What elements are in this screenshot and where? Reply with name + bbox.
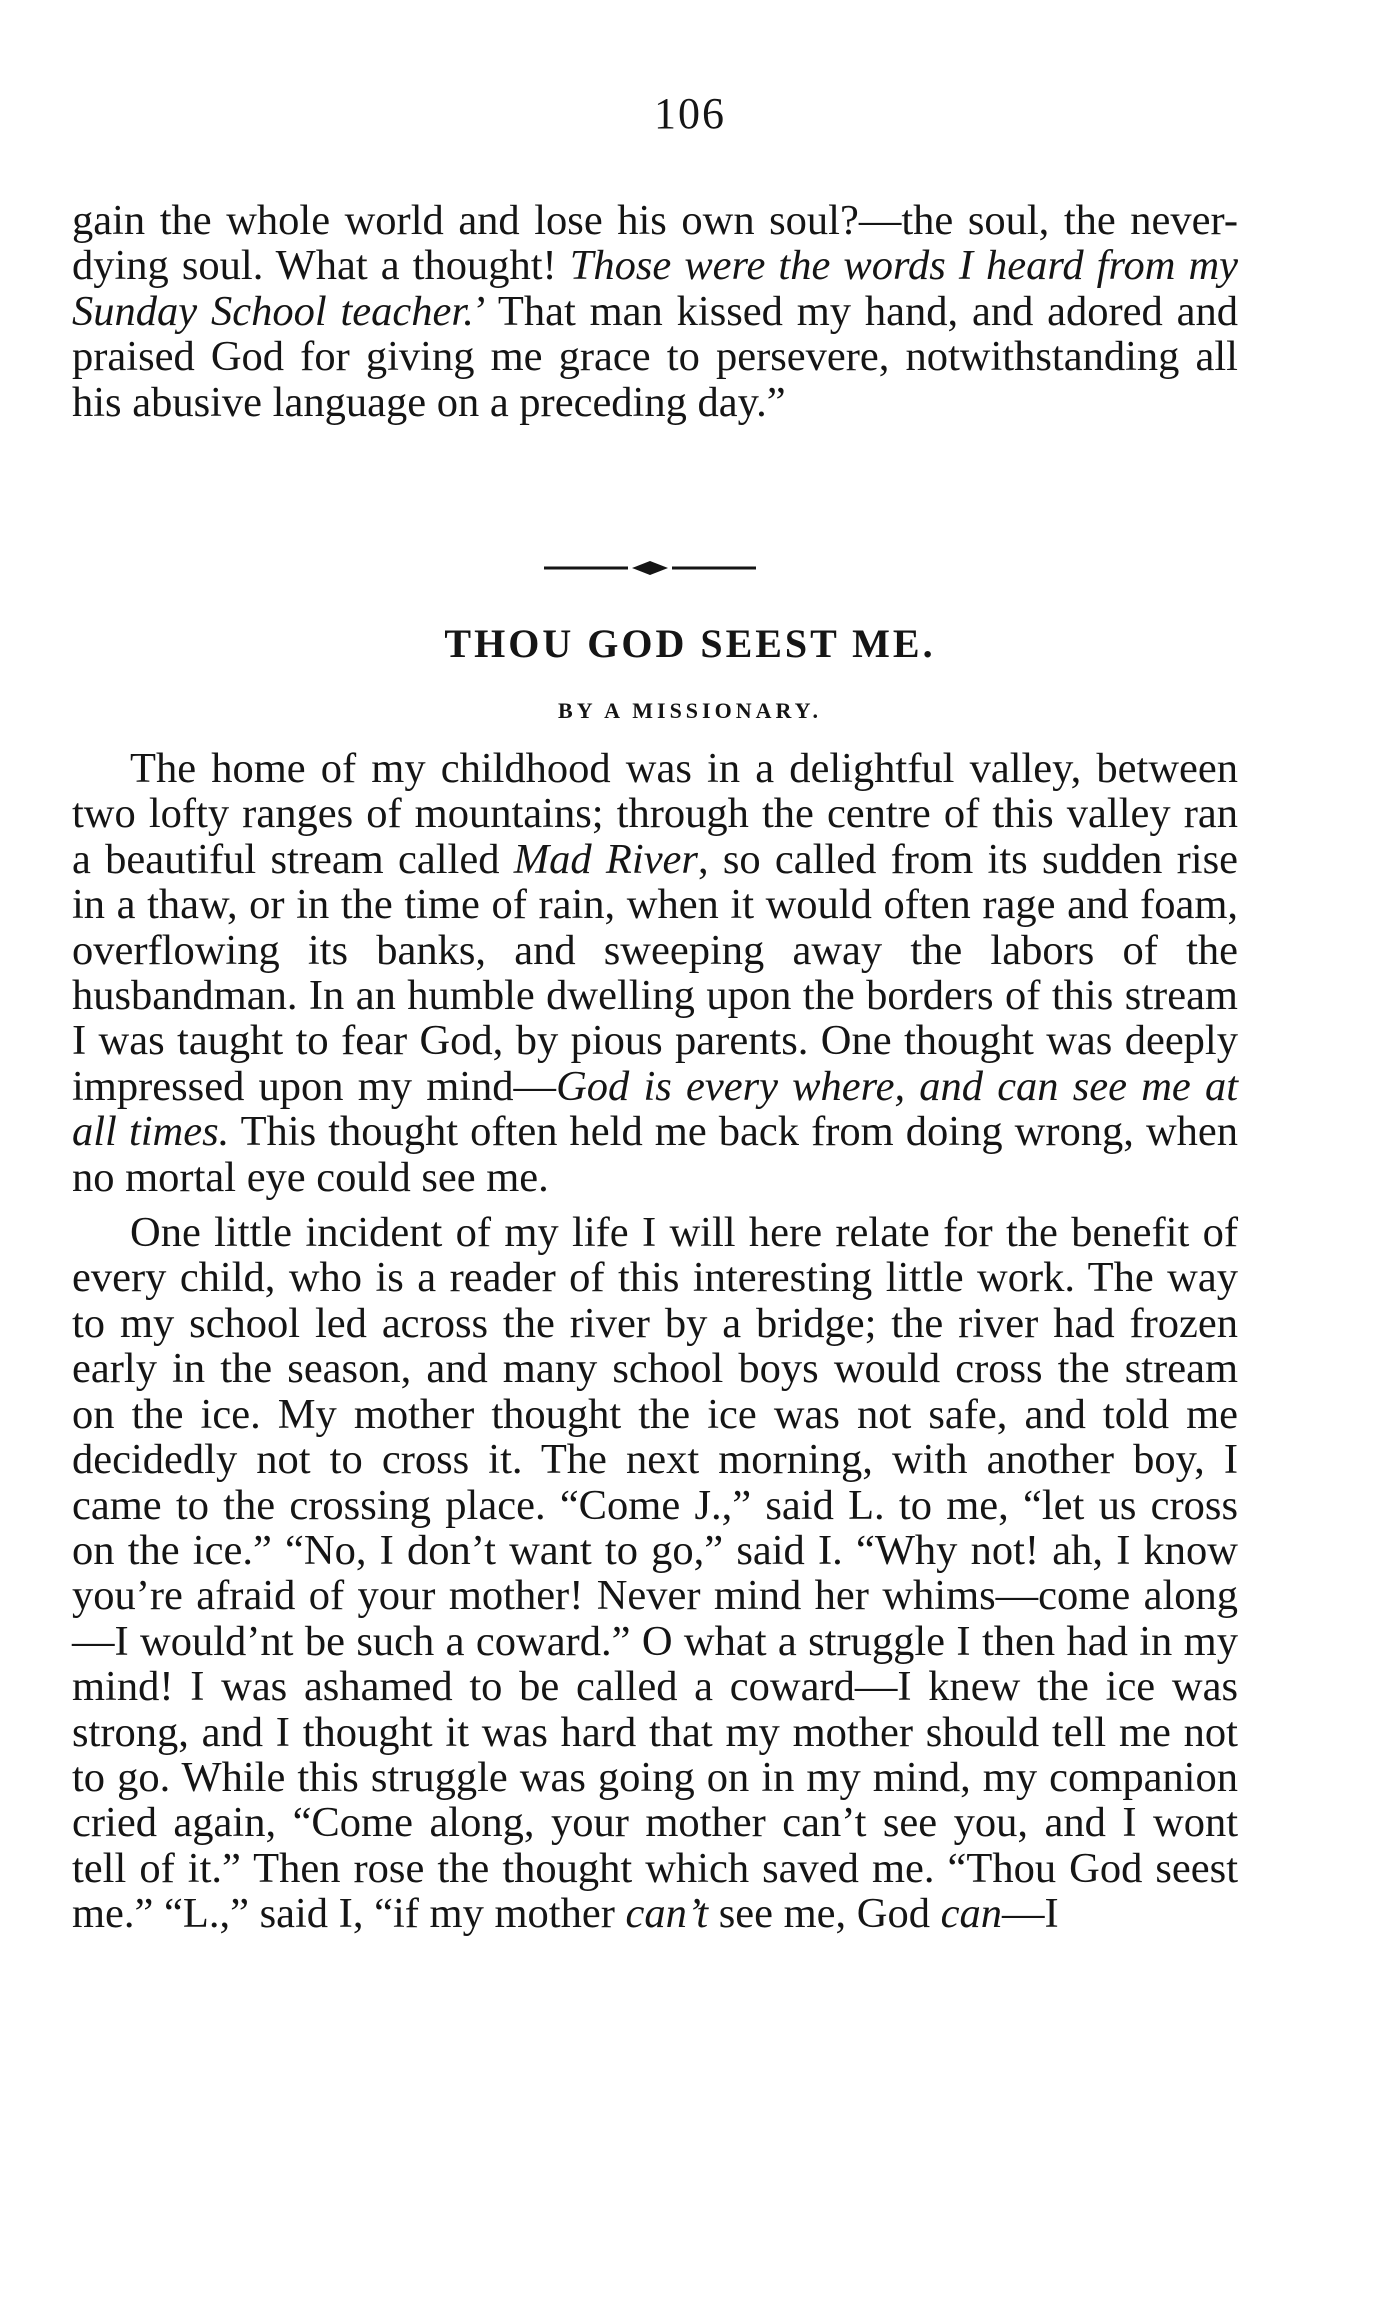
paragraph-1-text-c: This thought often held me back from doing wrong, when no mortal eye could see me. [72, 1108, 1239, 1201]
paragraph-2-text-a: One little incident of my life I will here relate for the benefit of every child, who is a reader of this interesting little work. The way to my school led across the river by a bridge; the river had frozen early in the season, and many school boys would cross the stream on the ice. My mother thought the ice was not safe, and told me decidedly not to cross it. The next morning, with another boy, I came to the crossing place. “Come J.,” said L. to me, “let us cross on the ice.” “No, I don’t want to go,” said I. “Why not! ah, I know you’re afraid of your mother! Never mind her whims—come along—I would’nt be such a coward.” O what a struggle I then had in my mind! I was ashamed to be called a coward—I knew the ice was strong, and I thought it was hard that my mother should tell me not to go. While this struggle was going on in my mind, my companion cried again, “Come along, your mother can’t see you, and I wont tell of it.” Then rose the thought which saved me. “Thou God seest me.” “L.,” said I, “if my mother [72, 1209, 1238, 1938]
continuation-text-end: ’ That man kissed my hand, and adored and praised God for giving me grace to persevere, notwithstanding all his abusive language on a preceding day.” [72, 287, 1239, 426]
continuation-paragraph [72, 198, 1238, 425]
paragraph-2-italic-can: can [940, 1890, 1002, 1938]
diamond-rule-ornament-icon [540, 558, 760, 578]
article-byline: BY A MISSIONARY. [558, 698, 822, 723]
page-number: 106 [654, 89, 726, 138]
continuation-text-start: gain the whole world and lose his own soul?—the soul, the never-dying soul. What a thought! [72, 197, 1238, 290]
paragraph-1-text-a: The home of my childhood was in a delightful valley, between two lofty ranges of mountains; through the centre of this valley ran a beautiful stream called [72, 745, 1238, 883]
article-body [72, 746, 1238, 1937]
continuation-text [72, 198, 1238, 425]
continuation-italic-quote: Those were the words I heard from my Sunday School teacher. [72, 242, 1238, 335]
paragraph-2-italic-cant: can’t [625, 1890, 709, 1938]
paragraph-2-text-b: see me, God [708, 1890, 941, 1938]
article-paragraph-1 [72, 746, 1238, 1200]
paragraph-1-italic-river: Mad River [513, 835, 698, 883]
paragraph-1-italic-thought: God is every where, and can see me at all times. [72, 1062, 1238, 1156]
article-title: THOU GOD SEEST ME. [444, 621, 936, 666]
paragraph-1-text-b: , so called from its sudden rise in a thaw, or in the time of rain, when it would often rage and foam, overflowing its banks, and sweeping away the labors of the husbandman. In an humble dwelling upon the borders of this stream I was taught to fear God, by pious parents. One thought was deeply impressed upon my mind— [72, 835, 1238, 1110]
article-paragraph-2 [72, 1210, 1238, 1937]
paragraph-2-text-c: —I [1002, 1890, 1059, 1938]
